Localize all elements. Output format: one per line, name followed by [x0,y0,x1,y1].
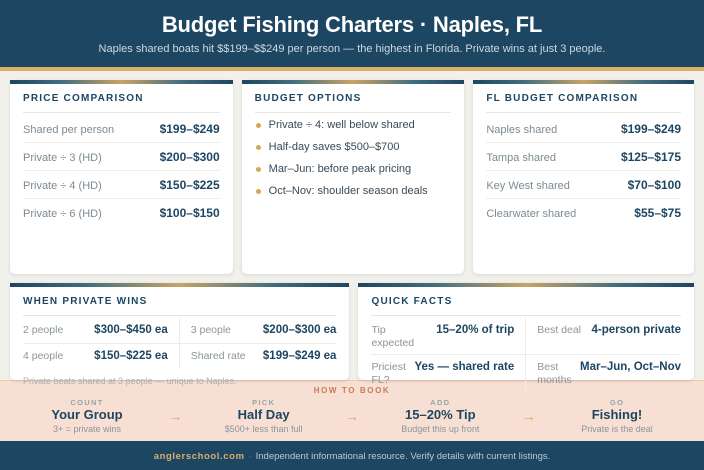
step-kicker: PICK [252,398,276,408]
row-value: $70–$100 [627,178,682,193]
grid-cell [371,355,526,391]
card-fl-budget-comparison [473,80,694,274]
row-value: $199–$249 [159,122,220,137]
row-label: Private ÷ 4 (HD) [23,180,102,193]
page-footer [0,441,704,470]
grid-cell [371,318,526,355]
step-title: Half Day [237,407,290,423]
cards-row-top [10,80,694,274]
when-private-wins-grid [23,318,336,369]
row-label: Key West shared [486,180,570,193]
step-count-your-group [12,398,162,434]
step-subtext: $500+ less than full [224,424,303,434]
cell-value: Yes — shared rate [414,361,515,374]
row-value: $199–$249 [620,122,682,137]
cell-label: 3 people [190,324,232,337]
card-title-budget-options: BUDGET OPTIONS [255,91,452,113]
grid-cell [180,344,337,369]
row-value: $200–$300 [159,150,220,165]
row-value: $150–$225 [159,178,220,193]
page-header [0,0,704,71]
budget-options-list [255,119,452,206]
list-item: Private ÷ 4: well below shared [255,119,452,133]
row-value: $125–$175 [620,150,682,165]
cell-label: Tip expected [371,324,415,349]
list-item: Mar–Jun: before peak pricing [255,163,452,177]
table-row [486,171,681,199]
cell-label: Priciest FL? [371,361,406,386]
row-label: Clearwater shared [486,208,577,221]
card-budget-options [242,80,465,274]
card-price-comparison [10,80,233,274]
footer-brand[interactable]: anglerschool.com [153,451,245,462]
row-value: $55–$75 [634,206,682,221]
cell-label: 4 people [23,349,64,362]
grid-cell [180,318,337,344]
page-title: Budget Fishing Charters · Naples, FL [161,12,543,37]
step-title: 15–20% Tip [405,407,476,423]
row-label: Shared per person [23,124,115,137]
cell-value: $199–$249 ea [262,349,337,362]
step-pick-half-day [189,398,339,434]
how-to-book-steps [12,398,692,434]
table-row [486,199,681,226]
row-value: $100–$150 [159,206,220,221]
cards-row-bottom [10,283,694,386]
cell-value: $150–$225 ea [94,349,168,362]
card-title-price-comparison: PRICE COMPARISON [23,91,220,113]
footer-separator: · [248,451,252,461]
arrow-right-icon: → [168,408,183,425]
arrow-right-icon: → [521,408,536,425]
list-item: Half-day saves $500–$700 [255,141,452,155]
cell-value: 15–20% of trip [436,324,515,337]
cell-label: 2 people [23,324,64,337]
step-subtext: 3+ = private wins [52,424,122,434]
table-row [486,143,681,171]
cell-value: Mar–Jun, Oct–Nov [580,361,681,374]
table-row [23,171,220,199]
page-subtitle: Naples shared boats hit $$199–$$249 per person — the highest in Florida. Private wins at just 3 people. [98,43,606,56]
cell-value: 4-person private [591,324,681,337]
table-row [23,199,220,226]
price-comparison-list [23,115,220,226]
step-title: Your Group [51,407,123,423]
card-when-private-wins [10,283,349,386]
step-title: Fishing! [591,407,643,423]
row-label: Naples shared [486,124,558,137]
list-item: Oct–Nov: shoulder season deals [255,185,452,199]
cell-value: $200–$300 ea [262,324,337,337]
main-content [0,71,704,386]
row-label: Private ÷ 6 (HD) [23,208,102,221]
step-go-fishing [542,398,692,434]
card-title-fl-budget-comparison: FL BUDGET COMPARISON [486,91,681,113]
card-note: Private beats shared at 3 people — unique to Naples. [23,375,237,386]
how-to-book-label: HOW TO BOOK [313,386,391,396]
quick-facts-grid [371,318,681,391]
table-row [486,115,681,143]
step-add-tip [365,398,515,434]
card-quick-facts [358,283,694,386]
grid-cell [526,355,681,391]
row-label: Tampa shared [486,152,557,165]
step-kicker: GO [609,398,625,408]
cell-label: Best months [537,361,572,386]
step-kicker: ADD [430,398,451,408]
fl-budget-comparison-list [486,115,681,226]
grid-cell [526,318,681,355]
cell-label: Shared rate [190,349,246,362]
card-title-when-private-wins: WHEN PRIVATE WINS [23,294,336,316]
table-row [23,115,220,143]
grid-cell [23,318,180,344]
card-title-quick-facts: QUICK FACTS [371,294,681,316]
step-subtext: Budget this up front [401,424,480,434]
cell-label: Best deal [537,324,582,337]
arrow-right-icon: → [344,408,359,425]
step-kicker: COUNT [70,398,104,408]
footer-disclaimer: Independent informational resource. Verify details with current listings. [255,451,551,462]
cell-value: $300–$450 ea [94,324,168,337]
step-subtext: Private is the deal [581,424,653,434]
row-label: Private ÷ 3 (HD) [23,152,102,165]
table-row [23,143,220,171]
grid-cell [23,344,180,369]
